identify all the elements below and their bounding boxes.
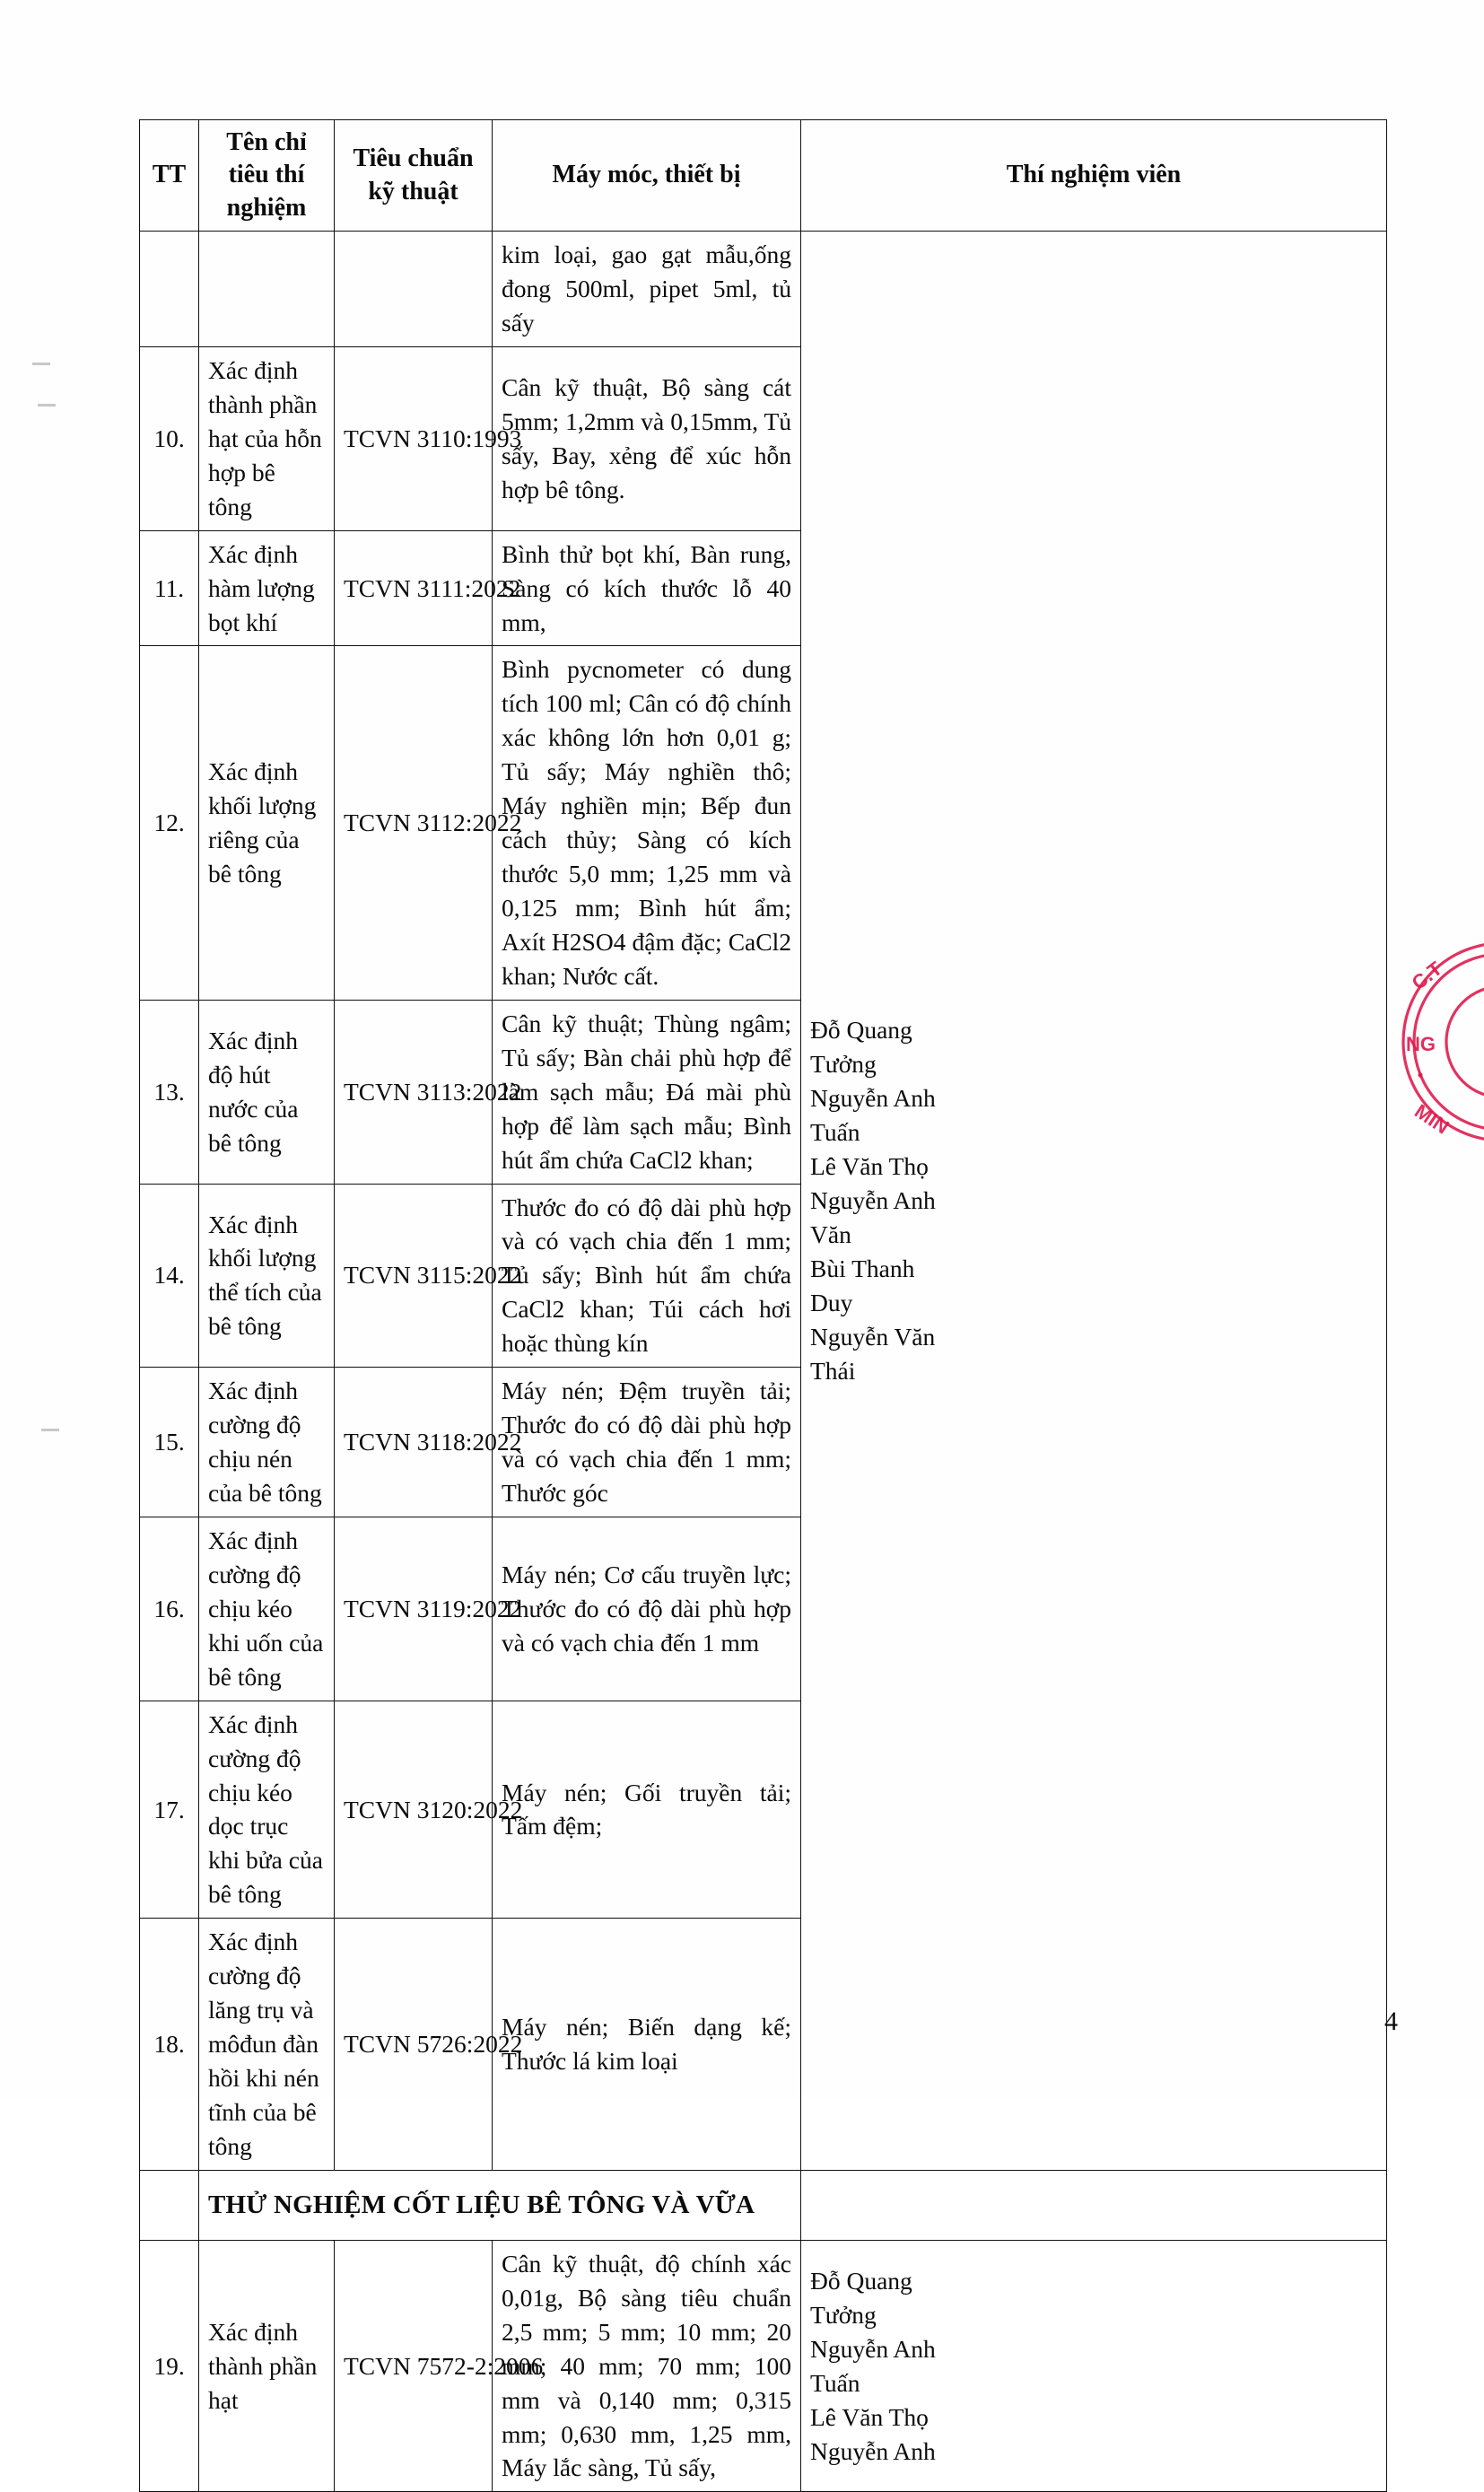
cell-name: Xác định cường độ chịu nén của bê tông (199, 1368, 335, 1517)
cell-equipment: Thước đo có độ dài phù hợp và có vạch chia đến 1 mm; Tủ sấy; Bình hút ẩm chứa CaCl2 khan; Túi cách hơi hoặc thùng kín (493, 1184, 801, 1368)
section-title: THỬ NGHIỆM CỐT LIỆU BÊ TÔNG VÀ VỮA (199, 2170, 801, 2240)
column-header-tt: TT (140, 120, 199, 232)
svg-text:C.T: C.T (1407, 957, 1447, 994)
cell-standard: TCVN 3118:2022 (335, 1368, 493, 1517)
cell-tt: 17. (140, 1701, 199, 1919)
cell-name: Xác định cường độ lăng trụ và môđun đàn hồi khi nén tĩnh của bê tông (199, 1919, 335, 2171)
column-header-name: Tên chỉ tiêu thí nghiệm (199, 120, 335, 232)
technician-name: Nguyễn Văn (810, 1322, 936, 1351)
cell-tt: 16. (140, 1517, 199, 1701)
cell-name: Xác định khối lượng thể tích của bê tông (199, 1184, 335, 1368)
cell-standard: TCVN 3110:1993 (335, 346, 493, 530)
technician-name: Đỗ Quang (810, 1016, 912, 1045)
cell-tt-empty (140, 2170, 199, 2240)
technician-name: Bùi Thanh (810, 1254, 915, 1282)
cell-equipment: Máy nén; Cơ cấu truyền lực; Thước đo có độ dài phù hợp và có vạch chia đến 1 mm (493, 1517, 801, 1701)
cell-equipment: Cân kỹ thuật, Bộ sàng cát 5mm; 1,2mm và 0,15mm, Tủ sấy, Bay, xẻng để xúc hỗn hợp bê tông. (493, 346, 801, 530)
table-header (140, 120, 1387, 232)
cell-standard: TCVN 3112:2022 (335, 646, 493, 1000)
scan-artifact-tick (32, 363, 50, 365)
cell-tt: 10. (140, 346, 199, 530)
cell-standard: TCVN 3115:2022 (335, 1184, 493, 1368)
technician-name: Văn (810, 1220, 851, 1248)
technician-name: Tuấn (810, 1118, 860, 1147)
test-methods-table-wrapper (139, 119, 1386, 2492)
cell-tt (140, 232, 199, 347)
cell-technician (801, 2240, 1387, 2492)
cell-tt: 14. (140, 1184, 199, 1368)
cell-equipment: Máy nén; Gối truyền tải; Tấm đệm; (493, 1701, 801, 1919)
cell-technician-group (801, 232, 1387, 2171)
cell-tt: 19. (140, 2240, 199, 2492)
technician-name: Lê Văn Thọ (810, 1152, 929, 1181)
cell-name: Xác định cường độ chịu kéo dọc trục khi bửa của bê tông (199, 1701, 335, 1919)
cell-standard: TCVN 3119:2022 (335, 1517, 493, 1701)
cell-equipment: Bình pycnometer có dung tích 100 ml; Cân có độ chính xác không lớn hơn 0,01 g; Tủ sấy; Máy nghiền thô; Máy nghiền mịn; Bếp đun cách thủy; Sàng có kích thước 5,0 mm; 1,25 mm và 0,125 mm; Bình hút ẩm; Axít H2SO4 đậm đặc; CaCl2 khan; Nước cất. (493, 646, 801, 1000)
technician-name: Nguyễn Anh (810, 1084, 936, 1113)
cell-tt: 13. (140, 1000, 199, 1184)
cell-name: Xác định độ hút nước của bê tông (199, 1000, 335, 1184)
cell-standard: TCVN 3111:2022 (335, 530, 493, 646)
scan-artifact-tick (41, 1429, 59, 1431)
cell-equipment: Bình thử bọt khí, Bàn rung, Sàng có kích thước lỗ 40 mm, (493, 530, 801, 646)
cell-name (199, 232, 335, 347)
table-body (140, 232, 1387, 2492)
cell-tt: 11. (140, 530, 199, 646)
cell-standard: TCVN 7572-2:2006 (335, 2240, 493, 2492)
column-header-standard: Tiêu chuẩn kỹ thuật (335, 120, 493, 232)
cell-name: Xác định hàm lượng bọt khí (199, 530, 335, 646)
technician-name: Đỗ Quang (810, 2266, 912, 2295)
cell-technician-empty (801, 2170, 1387, 2240)
cell-equipment: Máy nén; Biến dạng kế; Thước lá kim loại (493, 1919, 801, 2171)
cell-standard: TCVN 5726:2022 (335, 1919, 493, 2171)
cell-tt: 15. (140, 1368, 199, 1517)
technician-name: Nguyễn Anh (810, 2334, 936, 2363)
page-number: 4 (1384, 2007, 1398, 2036)
cell-name: Xác định thành phần hạt (199, 2240, 335, 2492)
table-row (140, 232, 1387, 347)
official-red-stamp (1399, 939, 1484, 1145)
cell-name: Xác định thành phần hạt của hỗn hợp bê tông (199, 346, 335, 530)
cell-tt: 18. (140, 1919, 199, 2171)
technician-name: Tưởng (810, 2300, 877, 2329)
table-header-row (140, 120, 1387, 232)
technician-name: Lê Văn Thọ (810, 2402, 929, 2431)
column-header-technician: Thí nghiệm viên (801, 120, 1387, 232)
cell-equipment: Cân kỹ thuật; Thùng ngâm; Tủ sấy; Bàn chải phù hợp để làm sạch mẫu; Đá mài phù hợp để làm sạch mẫu; Bình hút ẩm chứa CaCl2 khan; (493, 1000, 801, 1184)
cell-name: Xác định khối lượng riêng của bê tông (199, 646, 335, 1000)
column-header-equipment: Máy móc, thiết bị (493, 120, 801, 232)
cell-name: Xác định cường độ chịu kéo khi uốn của bê tông (199, 1517, 335, 1701)
cell-equipment: Máy nén; Đệm truyền tải; Thước đo có độ dài phù hợp và có vạch chia đến 1 mm; Thước góc (493, 1368, 801, 1517)
table-row (140, 2240, 1387, 2492)
svg-text:MIN: MIN (1410, 1099, 1453, 1139)
cell-standard: TCVN 3120:2022 (335, 1701, 493, 1919)
cell-equipment: Cân kỹ thuật, độ chính xác 0,01g, Bộ sàng tiêu chuẩn 2,5 mm; 5 mm; 10 mm; 20 mm; 40 mm; 70 mm; 100 mm và 0,140 mm; 0,315 mm; 0,630 mm, 1,25 mm, Máy lắc sàng, Tủ sấy, (493, 2240, 801, 2492)
table-section-row (140, 2170, 1387, 2240)
cell-standard: TCVN 3113:2022 (335, 1000, 493, 1184)
technician-name: Tưởng (810, 1050, 877, 1079)
test-methods-table (139, 119, 1387, 2492)
technician-name: Nguyễn Anh (810, 2436, 936, 2465)
cell-equipment: kim loại, gao gạt mẫu,ống đong 500ml, pipet 5ml, tủ sấy (493, 232, 801, 347)
technician-name: Thái (810, 1356, 856, 1385)
technician-name: Tuấn (810, 2368, 860, 2397)
cell-tt: 12. (140, 646, 199, 1000)
technician-name: Duy (810, 1288, 853, 1316)
svg-text:NG: NG (1406, 1033, 1436, 1055)
cell-standard (335, 232, 493, 347)
scan-artifact-tick (38, 404, 56, 407)
technician-name: Nguyễn Anh (810, 1186, 936, 1215)
